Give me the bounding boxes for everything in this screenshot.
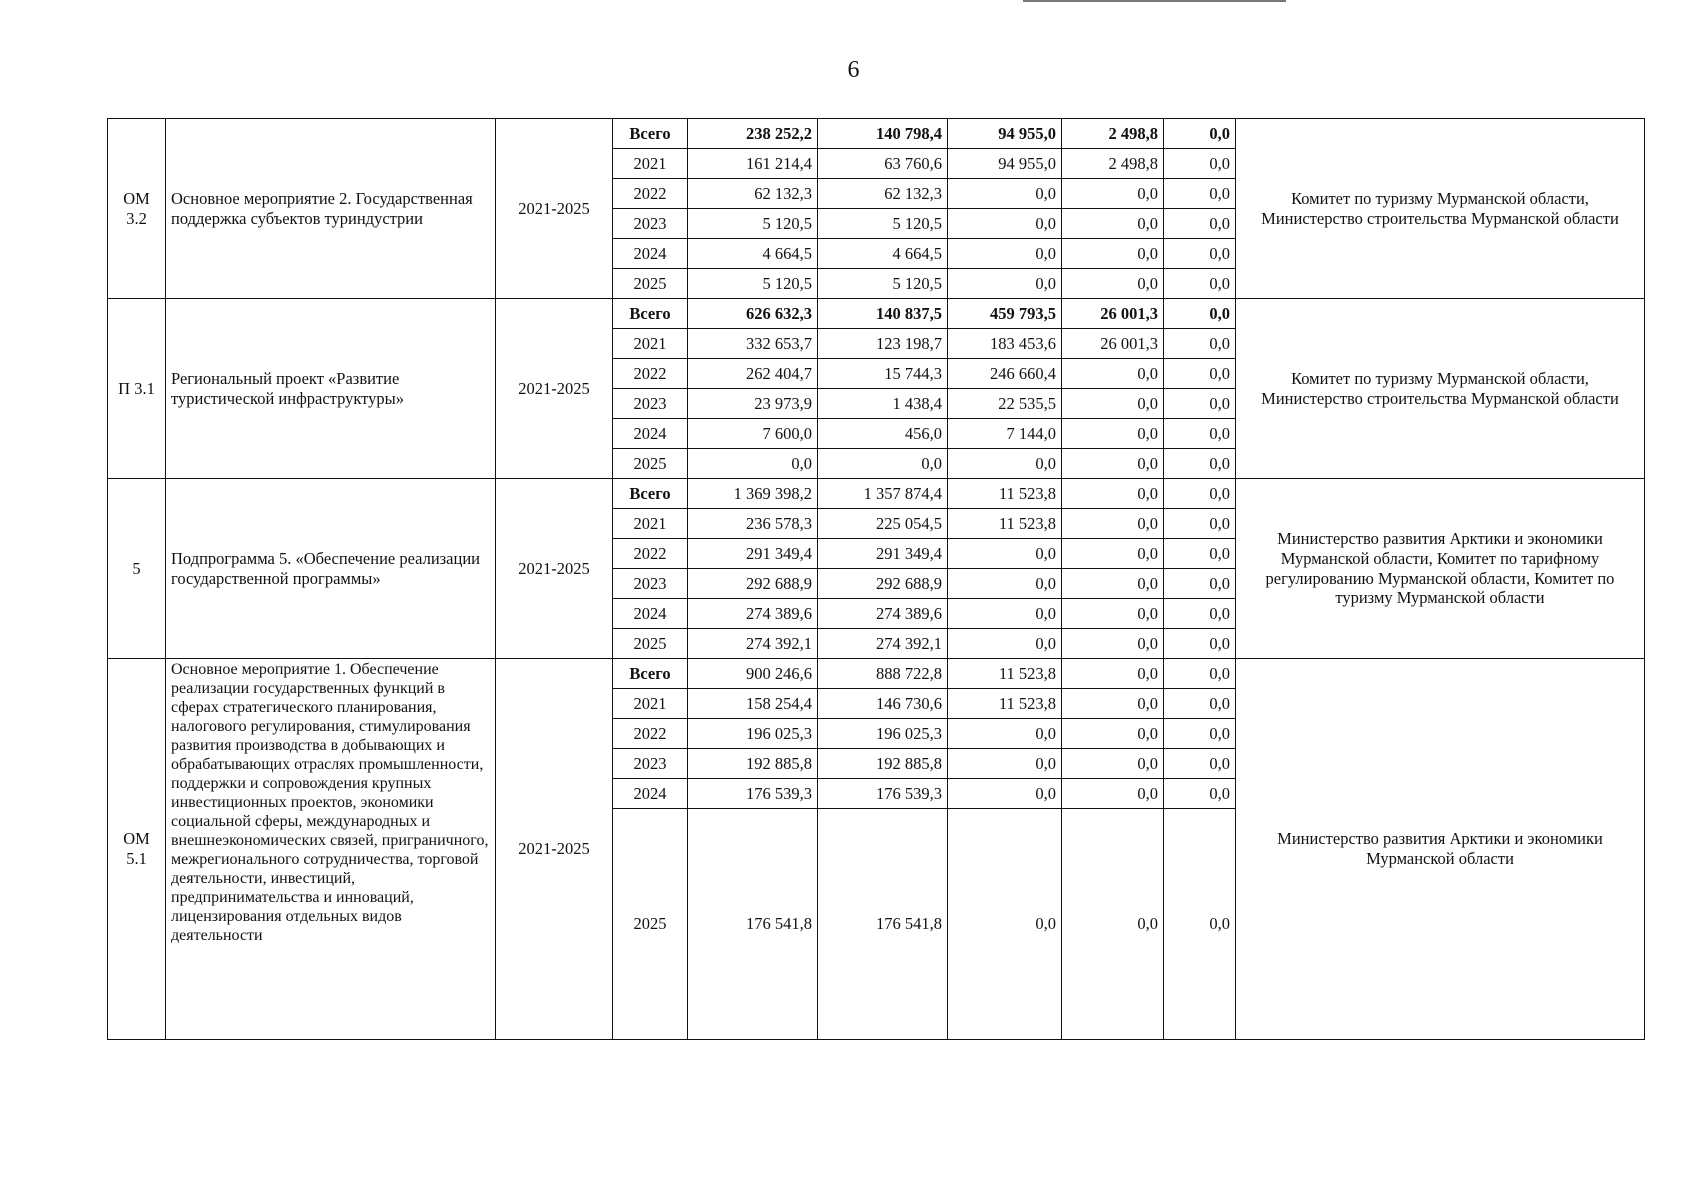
amount-cell: 5 120,5: [688, 209, 818, 239]
amount-cell: 0,0: [1164, 629, 1236, 659]
amount-cell: 0,0: [1164, 329, 1236, 359]
year-label: 2023: [613, 569, 688, 599]
amount-cell: 0,0: [1062, 389, 1164, 419]
amount-cell: 176 539,3: [818, 779, 948, 809]
amount-cell: 2 498,8: [1062, 119, 1164, 149]
row-title: Основное мероприятие 1. Обеспечение реализации государственных функций в сферах стратегического планирования, налогового регулирования, стимулирования развития производства в добывающих и обрабатывающих отраслях промышленности, поддержки и сопровождения крупных инвестиционных проектов, экономики социальной сферы, международных и внешнеэкономических связей, приграничного, межрегионального сотрудничества, торговой деятельности, инвестиций, предпринимательства и инноваций, лицензирования отдельных видов деятельности: [166, 659, 496, 1040]
amount-cell: 292 688,9: [818, 569, 948, 599]
amount-cell: 0,0: [688, 449, 818, 479]
amount-cell: 183 453,6: [948, 329, 1062, 359]
amount-cell: 5 120,5: [688, 269, 818, 299]
amount-cell: 94 955,0: [948, 119, 1062, 149]
amount-cell: 192 885,8: [688, 749, 818, 779]
amount-cell: 23 973,9: [688, 389, 818, 419]
year-label: 2021: [613, 509, 688, 539]
amount-cell: 0,0: [948, 539, 1062, 569]
table-row-total: [108, 659, 1645, 689]
year-label: 2023: [613, 389, 688, 419]
amount-cell: 0,0: [1062, 539, 1164, 569]
row-code: П 3.1: [108, 299, 166, 479]
amount-cell: 176 541,8: [688, 809, 818, 1040]
row-period: 2021-2025: [496, 659, 613, 1040]
amount-cell: 274 389,6: [818, 599, 948, 629]
amount-cell: 0,0: [1062, 179, 1164, 209]
amount-cell: 4 664,5: [818, 239, 948, 269]
year-label: 2022: [613, 539, 688, 569]
amount-cell: 0,0: [1062, 269, 1164, 299]
amount-cell: 0,0: [1164, 719, 1236, 749]
amount-cell: 274 389,6: [688, 599, 818, 629]
amount-cell: 0,0: [1164, 209, 1236, 239]
year-label: 2024: [613, 239, 688, 269]
amount-cell: 0,0: [1062, 629, 1164, 659]
amount-cell: 0,0: [1164, 449, 1236, 479]
row-title: Подпрограмма 5. «Обеспечение реализации государственной программы»: [166, 479, 496, 659]
amount-cell: 291 349,4: [818, 539, 948, 569]
amount-cell: 0,0: [948, 599, 1062, 629]
table-row-total: [108, 299, 1645, 329]
amount-cell: 888 722,8: [818, 659, 948, 689]
amount-cell: 1 357 874,4: [818, 479, 948, 509]
year-label: 2024: [613, 419, 688, 449]
amount-cell: 63 760,6: [818, 149, 948, 179]
page-number: 6: [847, 57, 860, 83]
amount-cell: 0,0: [1164, 239, 1236, 269]
amount-cell: 11 523,8: [948, 659, 1062, 689]
amount-cell: 7 144,0: [948, 419, 1062, 449]
amount-cell: 196 025,3: [818, 719, 948, 749]
amount-cell: 274 392,1: [818, 629, 948, 659]
amount-cell: 0,0: [1062, 779, 1164, 809]
amount-cell: 123 198,7: [818, 329, 948, 359]
amount-cell: 291 349,4: [688, 539, 818, 569]
year-label: 2025: [613, 809, 688, 1040]
amount-cell: 176 539,3: [688, 779, 818, 809]
amount-cell: 1 369 398,2: [688, 479, 818, 509]
amount-cell: 459 793,5: [948, 299, 1062, 329]
amount-cell: 456,0: [818, 419, 948, 449]
amount-cell: 0,0: [1164, 659, 1236, 689]
executor: Комитет по туризму Мурманской области, Министерство строительства Мурманской области: [1236, 299, 1645, 479]
amount-cell: 0,0: [1164, 149, 1236, 179]
amount-cell: 158 254,4: [688, 689, 818, 719]
amount-cell: 236 578,3: [688, 509, 818, 539]
amount-cell: 0,0: [1062, 569, 1164, 599]
amount-cell: 94 955,0: [948, 149, 1062, 179]
year-label: 2023: [613, 749, 688, 779]
year-label: 2022: [613, 359, 688, 389]
amount-cell: 238 252,2: [688, 119, 818, 149]
year-label: 2025: [613, 269, 688, 299]
amount-cell: 0,0: [1062, 509, 1164, 539]
amount-cell: 0,0: [948, 629, 1062, 659]
amount-cell: 22 535,5: [948, 389, 1062, 419]
total-label: Всего: [613, 479, 688, 509]
amount-cell: 176 541,8: [818, 809, 948, 1040]
amount-cell: 26 001,3: [1062, 329, 1164, 359]
amount-cell: 0,0: [1164, 119, 1236, 149]
amount-cell: 62 132,3: [688, 179, 818, 209]
amount-cell: 161 214,4: [688, 149, 818, 179]
amount-cell: 0,0: [1164, 539, 1236, 569]
amount-cell: 225 054,5: [818, 509, 948, 539]
amount-cell: 11 523,8: [948, 509, 1062, 539]
budget-table: [107, 118, 1645, 1040]
amount-cell: 7 600,0: [688, 419, 818, 449]
amount-cell: 0,0: [948, 749, 1062, 779]
amount-cell: 0,0: [1164, 569, 1236, 599]
amount-cell: 0,0: [948, 779, 1062, 809]
amount-cell: 0,0: [1062, 359, 1164, 389]
amount-cell: 0,0: [948, 179, 1062, 209]
amount-cell: 626 632,3: [688, 299, 818, 329]
amount-cell: 0,0: [1062, 599, 1164, 629]
amount-cell: 0,0: [818, 449, 948, 479]
amount-cell: 0,0: [1062, 719, 1164, 749]
row-title: Региональный проект «Развитие туристической инфраструктуры»: [166, 299, 496, 479]
year-label: 2025: [613, 629, 688, 659]
amount-cell: 0,0: [948, 239, 1062, 269]
amount-cell: 4 664,5: [688, 239, 818, 269]
amount-cell: 15 744,3: [818, 359, 948, 389]
amount-cell: 0,0: [1164, 809, 1236, 1040]
amount-cell: 11 523,8: [948, 479, 1062, 509]
amount-cell: 0,0: [1062, 209, 1164, 239]
amount-cell: 0,0: [1062, 449, 1164, 479]
amount-cell: 0,0: [1062, 659, 1164, 689]
executor: Министерство развития Арктики и экономики Мурманской области: [1236, 659, 1645, 1040]
executor: Комитет по туризму Мурманской области, Министерство строительства Мурманской области: [1236, 119, 1645, 299]
amount-cell: 140 837,5: [818, 299, 948, 329]
amount-cell: 5 120,5: [818, 269, 948, 299]
row-code: 5: [108, 479, 166, 659]
amount-cell: 0,0: [1164, 299, 1236, 329]
amount-cell: 0,0: [1164, 749, 1236, 779]
year-label: 2025: [613, 449, 688, 479]
amount-cell: 0,0: [1062, 749, 1164, 779]
amount-cell: 0,0: [1164, 779, 1236, 809]
amount-cell: 26 001,3: [1062, 299, 1164, 329]
amount-cell: 192 885,8: [818, 749, 948, 779]
year-label: 2023: [613, 209, 688, 239]
amount-cell: 0,0: [1164, 419, 1236, 449]
amount-cell: 0,0: [948, 809, 1062, 1040]
row-period: 2021-2025: [496, 299, 613, 479]
amount-cell: 1 438,4: [818, 389, 948, 419]
amount-cell: 0,0: [948, 209, 1062, 239]
total-label: Всего: [613, 299, 688, 329]
amount-cell: 0,0: [948, 449, 1062, 479]
amount-cell: 62 132,3: [818, 179, 948, 209]
row-title: Основное мероприятие 2. Государственная поддержка субъектов туриндустрии: [166, 119, 496, 299]
amount-cell: 246 660,4: [948, 359, 1062, 389]
amount-cell: 0,0: [1062, 689, 1164, 719]
year-label: 2024: [613, 599, 688, 629]
amount-cell: 0,0: [948, 269, 1062, 299]
amount-cell: 0,0: [1164, 509, 1236, 539]
year-label: 2021: [613, 329, 688, 359]
amount-cell: 900 246,6: [688, 659, 818, 689]
row-code: ОМ 3.2: [108, 119, 166, 299]
amount-cell: 5 120,5: [818, 209, 948, 239]
amount-cell: 332 653,7: [688, 329, 818, 359]
amount-cell: 0,0: [948, 719, 1062, 749]
amount-cell: 0,0: [1164, 389, 1236, 419]
table-row-total: [108, 479, 1645, 509]
year-label: 2022: [613, 719, 688, 749]
amount-cell: 146 730,6: [818, 689, 948, 719]
amount-cell: 0,0: [1164, 179, 1236, 209]
amount-cell: 2 498,8: [1062, 149, 1164, 179]
amount-cell: 0,0: [1164, 269, 1236, 299]
amount-cell: 11 523,8: [948, 689, 1062, 719]
amount-cell: 0,0: [1062, 809, 1164, 1040]
amount-cell: 0,0: [1062, 419, 1164, 449]
amount-cell: 0,0: [1164, 359, 1236, 389]
amount-cell: 0,0: [1062, 479, 1164, 509]
executor: Министерство развития Арктики и экономики Мурманской области, Комитет по тарифному регулированию Мурманской области, Комитет по туризму Мурманской области: [1236, 479, 1645, 659]
top-rule: [1023, 0, 1286, 2]
total-label: Всего: [613, 659, 688, 689]
amount-cell: 0,0: [1164, 599, 1236, 629]
year-label: 2022: [613, 179, 688, 209]
amount-cell: 274 392,1: [688, 629, 818, 659]
row-period: 2021-2025: [496, 119, 613, 299]
total-label: Всего: [613, 119, 688, 149]
amount-cell: 0,0: [1164, 689, 1236, 719]
row-code: ОМ 5.1: [108, 659, 166, 1040]
year-label: 2021: [613, 689, 688, 719]
table-row-total: [108, 119, 1645, 149]
year-label: 2024: [613, 779, 688, 809]
amount-cell: 262 404,7: [688, 359, 818, 389]
amount-cell: 196 025,3: [688, 719, 818, 749]
amount-cell: 140 798,4: [818, 119, 948, 149]
amount-cell: 292 688,9: [688, 569, 818, 599]
year-label: 2021: [613, 149, 688, 179]
amount-cell: 0,0: [1062, 239, 1164, 269]
amount-cell: 0,0: [1164, 479, 1236, 509]
amount-cell: 0,0: [948, 569, 1062, 599]
row-period: 2021-2025: [496, 479, 613, 659]
